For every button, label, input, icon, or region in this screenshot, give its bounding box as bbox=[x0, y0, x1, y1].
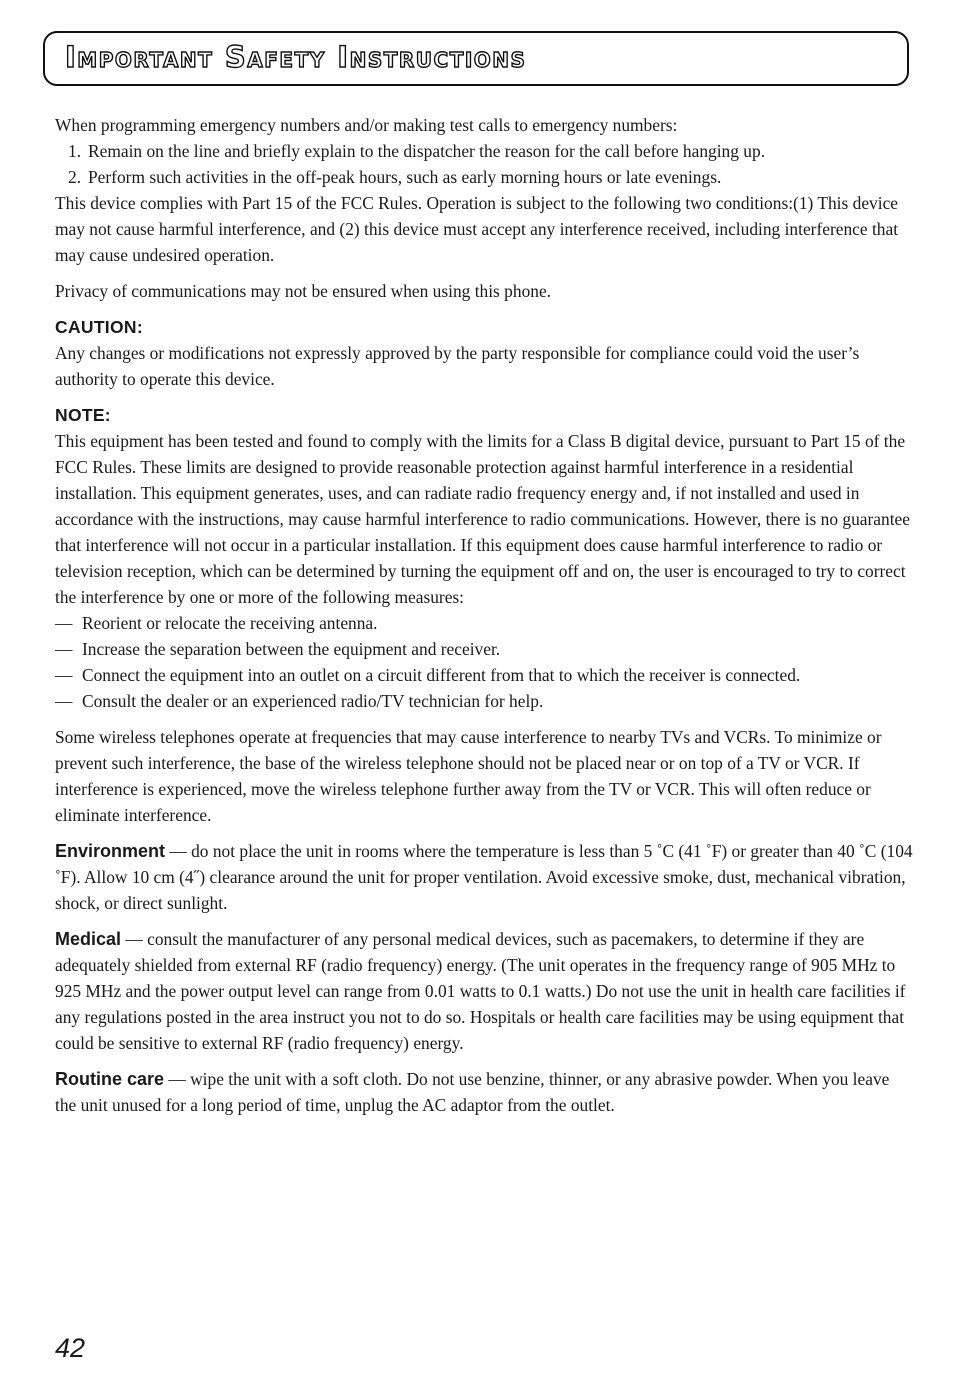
emergency-list bbox=[55, 138, 913, 190]
caution-heading: CAUTION: bbox=[55, 317, 143, 337]
list-item bbox=[55, 164, 913, 190]
dash-bullet: — bbox=[55, 639, 73, 659]
page-number: 42 bbox=[55, 1333, 86, 1363]
medical-paragraph bbox=[55, 926, 913, 1056]
emergency-intro: When programming emergency numbers and/or making test calls to emergency numbers: bbox=[55, 115, 678, 135]
list-item bbox=[55, 138, 913, 164]
routine-care-lead: Routine care bbox=[55, 1069, 165, 1089]
environment-text: — do not place the unit in rooms where the temperature is less than 5 ˚C (41 ˚F) or greater than 40 ˚C (104 ˚F). Allow 10 cm (4˝) clearance around the unit for proper ventilation. Avoid excessive smoke, dust, mechanical vibration, shock, or direct sunlight. bbox=[55, 841, 913, 913]
list-item bbox=[55, 688, 913, 714]
medical-lead: Medical bbox=[55, 929, 122, 949]
list-item-text: Consult the dealer or an experienced radio/TV technician for help. bbox=[82, 691, 544, 711]
list-item-text: Reorient or relocate the receiving antenna. bbox=[82, 613, 378, 633]
list-item-text: Increase the separation between the equipment and receiver. bbox=[82, 639, 501, 659]
routine-care-text: — wipe the unit with a soft cloth. Do not use benzine, thinner, or any abrasive powder. When you leave the unit unused for a long period of time, unplug the AC adaptor from the outlet. bbox=[55, 1069, 890, 1115]
caution-paragraph: Any changes or modifications not expressly approved by the party responsible for compliance could void the user’s authority to operate this device. bbox=[55, 343, 860, 389]
note-heading: NOTE: bbox=[55, 405, 111, 425]
list-item bbox=[55, 636, 913, 662]
list-item-text: Connect the equipment into an outlet on a circuit different from that to which the receiver is connected. bbox=[82, 665, 801, 685]
dash-bullet: — bbox=[55, 665, 73, 685]
privacy-paragraph: Privacy of communications may not be ensured when using this phone. bbox=[55, 281, 552, 301]
medical-text: — consult the manufacturer of any personal medical devices, such as pacemakers, to determine if they are adequately shielded from external RF (radio frequency) energy. (The unit operates in the frequency range of 905 MHz to 925 MHz and the power output level can range from 0.01 watts to 0.1 watts.) Do not use the unit in health care facilities if any regulations posted in the area instruct you not to do so. Hospitals or health care facilities may be using equipment that could be sensitive to external RF (radio frequency) energy. bbox=[55, 929, 906, 1053]
environment-lead: Environment bbox=[55, 841, 166, 861]
list-item-text: Remain on the line and briefly explain to the dispatcher the reason for the call before hanging up. bbox=[88, 141, 766, 161]
measures-list bbox=[55, 610, 913, 714]
note-paragraph: This equipment has been tested and found to comply with the limits for a Class B digital device, pursuant to Part 15 of the FCC Rules. These limits are designed to provide reasonable protection against harmful interference in a residential installation. This equipment generates, uses, and can radiate radio frequency energy and, if not installed and used in accordance with the instructions, may cause harmful interference to radio communications. However, there is no guarantee that interference will not occur in a particular installation. If this equipment does cause harmful interference to radio or television reception, which can be determined by turning the equipment off and on, the user is encouraged to try to correct the interference by one or more of the following measures: bbox=[55, 431, 910, 607]
fcc-compliance-paragraph: This device complies with Part 15 of the FCC Rules. Operation is subject to the following two conditions:(1) This device may not cause harmful interference, and (2) this device must accept any interference received, including interference that may cause undesired operation. bbox=[55, 193, 899, 265]
list-item-number: 2. bbox=[68, 167, 82, 187]
page-content bbox=[55, 112, 913, 1118]
list-item-text: Perform such activities in the off-peak hours, such as early morning hours or late evenings. bbox=[88, 167, 722, 187]
environment-paragraph bbox=[55, 838, 913, 916]
page-title: Important Safety Instructions bbox=[65, 40, 527, 74]
list-item bbox=[55, 662, 913, 688]
dash-bullet: — bbox=[55, 691, 73, 711]
routine-care-paragraph bbox=[55, 1066, 913, 1118]
list-item-number: 1. bbox=[68, 141, 82, 161]
title-banner bbox=[43, 31, 909, 86]
dash-bullet: — bbox=[55, 613, 73, 633]
wireless-interference-paragraph: Some wireless telephones operate at frequencies that may cause interference to nearby TVs and VCRs. To minimize or prevent such interference, the base of the wireless telephone should not be placed near or on top of a TV or VCR. If interference is experienced, move the wireless telephone further away from the TV or VCR. This will often reduce or eliminate interference. bbox=[55, 727, 882, 825]
list-item bbox=[55, 610, 913, 636]
